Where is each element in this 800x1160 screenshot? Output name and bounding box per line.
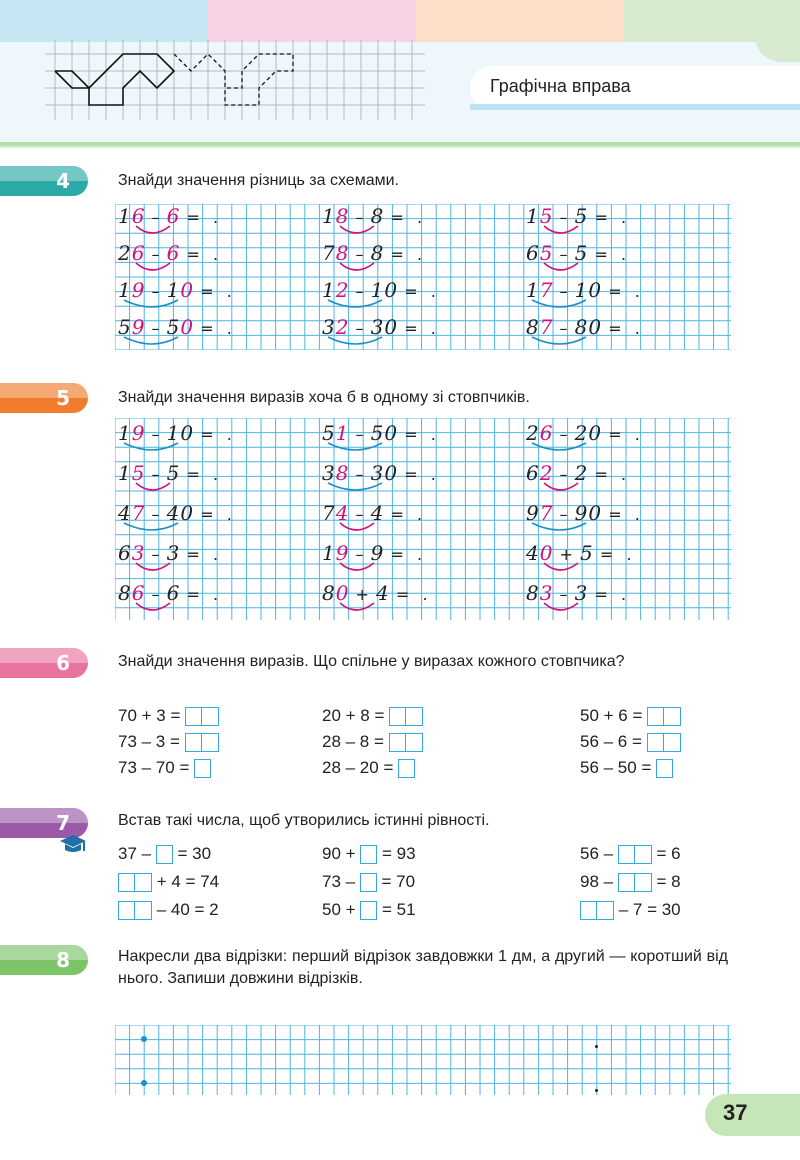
equals-sign: = . xyxy=(194,425,233,444)
tens-digit: 1 xyxy=(526,278,540,302)
task-4-text: Знайди значення різниць за схемами. xyxy=(118,172,399,189)
answer-cell[interactable] xyxy=(580,901,597,920)
equation xyxy=(118,900,219,920)
ones-digit: 5 xyxy=(539,204,554,228)
ones-digit: 5 xyxy=(539,241,554,265)
ones-digit: 8 xyxy=(335,241,350,265)
scheme-arc xyxy=(530,561,620,579)
equals-sign: = . xyxy=(194,505,233,524)
tens-digit: 6 xyxy=(118,541,132,565)
equation-left: 73 – xyxy=(322,872,360,891)
expression xyxy=(118,758,211,778)
answer-cell[interactable] xyxy=(135,873,152,892)
expression xyxy=(118,732,219,752)
equals-sign: = . xyxy=(588,208,628,227)
equals-sign: = . xyxy=(180,245,220,264)
ones-digit: 6 xyxy=(131,204,146,228)
answer-cell[interactable] xyxy=(156,845,173,864)
operator: – xyxy=(349,245,371,264)
scheme-arc xyxy=(122,481,212,499)
second-ones: 4 xyxy=(370,501,385,525)
ones-digit: 2 xyxy=(335,315,350,339)
equation-left: 90 + xyxy=(322,844,361,863)
tens-digit: 4 xyxy=(526,541,540,565)
tens-digit: 4 xyxy=(118,501,132,525)
answer-cell[interactable] xyxy=(618,873,635,892)
second-tens: 4 xyxy=(166,501,181,525)
second-ones: 0 xyxy=(384,461,399,485)
second-ones: 6 xyxy=(166,204,181,228)
equation xyxy=(322,844,416,864)
second-ones: 5 xyxy=(580,541,594,565)
second-ones: 3 xyxy=(574,581,589,605)
operator: – xyxy=(145,465,167,484)
equals-sign: = . xyxy=(180,585,220,604)
scheme-arc xyxy=(326,601,416,619)
graphic-exercise-grid xyxy=(45,40,425,120)
ones-digit: 3 xyxy=(539,581,554,605)
equation-right: + 4 = 74 xyxy=(152,872,220,891)
scheme-arc xyxy=(530,261,620,279)
ones-digit: 9 xyxy=(131,315,146,339)
scheme-arc xyxy=(326,261,416,279)
answer-cell[interactable] xyxy=(635,873,652,892)
answer-cell[interactable] xyxy=(618,845,635,864)
scheme-arc xyxy=(122,224,212,242)
equals-sign: = . xyxy=(384,545,424,564)
operator: – xyxy=(553,282,575,301)
tens-digit: 5 xyxy=(118,315,132,339)
operator: – xyxy=(553,465,575,484)
scheme-arc xyxy=(530,298,620,316)
second-tens: 1 xyxy=(166,278,181,302)
top-strip-3 xyxy=(416,0,624,42)
answer-cell[interactable] xyxy=(647,707,664,726)
ones-digit: 6 xyxy=(131,581,146,605)
scheme-arc xyxy=(122,335,212,353)
second-tens: 9 xyxy=(574,501,589,525)
scheme-arc xyxy=(530,521,620,539)
operator: – xyxy=(349,505,371,524)
operator: – xyxy=(145,505,167,524)
operator: – xyxy=(145,245,167,264)
scheme-arc xyxy=(122,561,212,579)
operator: – xyxy=(553,319,575,338)
tens-digit: 1 xyxy=(526,204,540,228)
equals-sign: = . xyxy=(593,545,633,564)
answer-cell[interactable] xyxy=(360,901,377,920)
equation-right: – 40 = 2 xyxy=(152,900,219,919)
tens-digit: 8 xyxy=(118,581,132,605)
tens-digit: 1 xyxy=(322,541,336,565)
second-tens: 1 xyxy=(370,278,385,302)
equals-sign: = . xyxy=(602,505,641,524)
header-rule-light xyxy=(0,146,800,148)
second-ones: 6 xyxy=(166,241,181,265)
scheme-arc xyxy=(122,261,212,279)
expression-text: 50 + 6 = xyxy=(580,706,648,725)
operator: – xyxy=(553,425,575,444)
tens-digit: 1 xyxy=(118,204,132,228)
equation-right: = 6 xyxy=(651,844,681,863)
answer-cell[interactable] xyxy=(597,901,614,920)
graduation-cap-icon xyxy=(58,832,88,856)
expression xyxy=(322,758,415,778)
equals-sign: = . xyxy=(180,208,220,227)
ones-digit: 8 xyxy=(335,204,350,228)
second-ones: 8 xyxy=(370,241,385,265)
operator: – xyxy=(553,505,575,524)
second-ones: 0 xyxy=(384,278,399,302)
tens-digit: 1 xyxy=(322,278,336,302)
second-tens: 2 xyxy=(574,421,589,445)
answer-cell[interactable] xyxy=(664,733,681,752)
equals-sign: = . xyxy=(398,319,437,338)
answer-cell[interactable] xyxy=(118,901,135,920)
task-8-badge xyxy=(0,945,88,975)
second-ones: 0 xyxy=(384,421,399,445)
answer-cell[interactable] xyxy=(389,733,406,752)
tens-digit: 2 xyxy=(118,241,132,265)
operator: – xyxy=(553,245,575,264)
tens-digit: 3 xyxy=(322,315,336,339)
second-ones: 9 xyxy=(370,541,385,565)
tens-digit: 9 xyxy=(526,501,540,525)
equation-right: = 51 xyxy=(377,900,416,919)
operator: – xyxy=(145,208,167,227)
answer-cell[interactable] xyxy=(185,733,202,752)
equals-sign: = . xyxy=(384,208,424,227)
scheme-arc xyxy=(326,298,416,316)
operator: – xyxy=(145,585,167,604)
header-corner xyxy=(755,0,800,62)
task-6-badge xyxy=(0,648,88,678)
equation-left: 37 – xyxy=(118,844,156,863)
second-ones: 0 xyxy=(588,278,603,302)
scheme-arc xyxy=(326,521,416,539)
answer-cell[interactable] xyxy=(635,845,652,864)
operator: – xyxy=(349,208,371,227)
graphic-pattern-dashed xyxy=(174,54,293,105)
equals-sign: = . xyxy=(180,465,220,484)
task-7-text: Встав такі числа, щоб утворились істинні рівності. xyxy=(118,812,490,829)
equation-left: 56 – xyxy=(580,844,618,863)
task-8-text: Накресли два відрізки: перший відрізок завдовжки 1 дм, а другий — коротший від нього. Запиши довжини відрізків. xyxy=(118,948,728,987)
answer-cell[interactable] xyxy=(194,759,211,778)
operator: – xyxy=(145,545,167,564)
second-ones: 0 xyxy=(180,421,195,445)
tens-digit: 8 xyxy=(322,581,336,605)
equation xyxy=(580,872,681,892)
scheme-arc xyxy=(530,601,620,619)
task-6-text: Знайди значення виразів. Що спільне у виразах кожного стовпчика? xyxy=(118,653,625,670)
equals-sign: = . xyxy=(384,245,424,264)
operator: – xyxy=(145,319,167,338)
second-ones: 0 xyxy=(180,501,195,525)
page-number: 37 xyxy=(723,1100,748,1125)
expression xyxy=(118,706,219,726)
ones-digit: 9 xyxy=(335,541,350,565)
task-5-badge xyxy=(0,383,88,413)
answer-cell[interactable] xyxy=(202,707,219,726)
expression-text: 56 – 6 = xyxy=(580,732,647,751)
ones-digit: 0 xyxy=(539,541,554,565)
expression-text: 20 + 8 = xyxy=(322,706,390,725)
length-dot xyxy=(595,1089,598,1092)
equation xyxy=(580,900,681,920)
equation-right: = 93 xyxy=(377,844,416,863)
equals-sign: = . xyxy=(398,282,437,301)
ones-digit: 7 xyxy=(539,315,554,339)
expression xyxy=(580,706,681,726)
equals-sign: = . xyxy=(602,282,641,301)
second-ones: 0 xyxy=(384,315,399,339)
answer-cell[interactable] xyxy=(406,707,423,726)
ones-digit: 8 xyxy=(335,461,350,485)
operator: – xyxy=(349,545,371,564)
second-tens: 3 xyxy=(370,315,385,339)
answer-cell[interactable] xyxy=(398,759,415,778)
expression-text: 73 – 3 = xyxy=(118,732,185,751)
answer-cell[interactable] xyxy=(389,707,406,726)
ones-digit: 1 xyxy=(335,421,350,445)
length-dot xyxy=(595,1045,598,1048)
task-4-badge xyxy=(0,166,88,196)
scheme-arc xyxy=(326,441,416,459)
equals-sign: = . xyxy=(588,585,628,604)
second-ones: 8 xyxy=(370,204,385,228)
top-strip-2 xyxy=(208,0,416,42)
tens-digit: 1 xyxy=(118,461,132,485)
answer-cell[interactable] xyxy=(664,707,681,726)
second-ones: 4 xyxy=(376,581,390,605)
page-number-badge xyxy=(705,1094,800,1136)
equals-sign: = . xyxy=(194,319,233,338)
scheme-arc xyxy=(326,335,416,353)
ones-digit: 2 xyxy=(335,278,350,302)
section-title-underline xyxy=(470,104,800,110)
operator: – xyxy=(145,282,167,301)
equation xyxy=(118,872,219,892)
second-ones: 5 xyxy=(574,204,589,228)
task-5-number: 5 xyxy=(56,386,70,410)
second-ones: 0 xyxy=(180,315,195,339)
ones-digit: 6 xyxy=(539,421,554,445)
equals-sign: = . xyxy=(602,319,641,338)
second-tens: 8 xyxy=(574,315,589,339)
operator: – xyxy=(553,208,575,227)
scheme-arc xyxy=(122,441,212,459)
tens-digit: 1 xyxy=(322,204,336,228)
segment-start-dot xyxy=(141,1080,147,1086)
second-ones: 6 xyxy=(166,581,181,605)
second-tens: 5 xyxy=(166,315,181,339)
answer-cell[interactable] xyxy=(202,733,219,752)
equals-sign: = . xyxy=(588,245,628,264)
scheme-arc xyxy=(530,335,620,353)
second-tens: 3 xyxy=(370,461,385,485)
equation xyxy=(322,872,415,892)
answer-cell[interactable] xyxy=(135,901,152,920)
second-ones: 2 xyxy=(574,461,589,485)
tens-digit: 7 xyxy=(322,501,336,525)
operator: + xyxy=(349,585,377,604)
second-ones: 0 xyxy=(180,278,195,302)
second-ones: 5 xyxy=(574,241,589,265)
segment-start-dot xyxy=(141,1036,147,1042)
tens-digit: 6 xyxy=(526,461,540,485)
operator: + xyxy=(553,545,581,564)
scheme-arc xyxy=(530,224,620,242)
ones-digit: 0 xyxy=(335,581,350,605)
ones-digit: 2 xyxy=(539,461,554,485)
equals-sign: = . xyxy=(588,465,628,484)
ones-digit: 7 xyxy=(539,501,554,525)
ones-digit: 4 xyxy=(335,501,350,525)
top-strip-1 xyxy=(0,0,208,42)
task-4-number: 4 xyxy=(56,169,70,193)
answer-cell[interactable] xyxy=(360,873,377,892)
ones-digit: 5 xyxy=(131,461,146,485)
second-tens: 1 xyxy=(166,421,181,445)
expression xyxy=(580,732,681,752)
equals-sign: = . xyxy=(398,425,437,444)
ones-digit: 9 xyxy=(131,278,146,302)
expression-text: 28 – 8 = xyxy=(322,732,389,751)
scheme-arc xyxy=(122,601,212,619)
scheme-arc xyxy=(326,481,416,499)
second-ones: 3 xyxy=(166,541,181,565)
equation-right: = 8 xyxy=(651,872,681,891)
equals-sign: = . xyxy=(602,425,641,444)
equation-left: 98 – xyxy=(580,872,618,891)
operator: – xyxy=(349,465,371,484)
equation-right: = 70 xyxy=(376,872,416,891)
operator: – xyxy=(349,282,371,301)
equals-sign: = . xyxy=(384,505,424,524)
operator: – xyxy=(553,585,575,604)
graphic-pattern xyxy=(55,54,174,105)
ones-digit: 7 xyxy=(539,278,554,302)
answer-cell[interactable] xyxy=(406,733,423,752)
task-8-number: 8 xyxy=(56,948,70,972)
expression xyxy=(322,732,423,752)
equation xyxy=(322,900,416,920)
expression xyxy=(580,758,673,778)
tens-digit: 5 xyxy=(322,421,336,445)
task-5-text: Знайди значення виразів хоча б в одному зі стовпчиків. xyxy=(118,389,530,406)
equals-sign: = . xyxy=(180,545,220,564)
scheme-arc xyxy=(530,441,620,459)
equation-left: 50 + xyxy=(322,900,361,919)
section-title: Графічна вправа xyxy=(490,76,631,96)
task-8-grid xyxy=(115,1025,731,1100)
ones-digit: 6 xyxy=(131,241,146,265)
task-6-number: 6 xyxy=(56,651,70,675)
tens-digit: 2 xyxy=(526,421,540,445)
answer-cell[interactable] xyxy=(647,733,664,752)
equation xyxy=(118,844,211,864)
answer-cell[interactable] xyxy=(656,759,673,778)
tens-digit: 6 xyxy=(526,241,540,265)
operator: – xyxy=(349,319,371,338)
answer-cell[interactable] xyxy=(360,845,377,864)
equation-right: = 30 xyxy=(172,844,212,863)
equation-right: – 7 = 30 xyxy=(614,900,681,919)
equals-sign: = . xyxy=(194,282,233,301)
scheme-arc xyxy=(530,481,620,499)
operator: – xyxy=(145,425,167,444)
answer-cell[interactable] xyxy=(185,707,202,726)
expression-text: 70 + 3 = xyxy=(118,706,186,725)
tens-digit: 8 xyxy=(526,315,540,339)
ones-digit: 3 xyxy=(131,541,146,565)
second-ones: 0 xyxy=(588,501,603,525)
second-tens: 5 xyxy=(370,421,385,445)
ones-digit: 7 xyxy=(131,501,146,525)
second-ones: 0 xyxy=(588,315,603,339)
task-7-number: 7 xyxy=(56,811,70,835)
scheme-arc xyxy=(122,298,212,316)
second-ones: 0 xyxy=(588,421,603,445)
answer-cell[interactable] xyxy=(118,873,135,892)
expression xyxy=(322,706,423,726)
scheme-arc xyxy=(326,561,416,579)
tens-digit: 8 xyxy=(526,581,540,605)
operator: – xyxy=(349,425,371,444)
tens-digit: 7 xyxy=(322,241,336,265)
equals-sign: = . xyxy=(398,465,437,484)
ones-digit: 9 xyxy=(131,421,146,445)
scheme-arc xyxy=(326,224,416,242)
tens-digit: 3 xyxy=(322,461,336,485)
second-tens: 1 xyxy=(574,278,589,302)
expression-text: 56 – 50 = xyxy=(580,758,657,777)
tens-digit: 1 xyxy=(118,278,132,302)
second-ones: 5 xyxy=(166,461,181,485)
expression-text: 73 – 70 = xyxy=(118,758,195,777)
tens-digit: 1 xyxy=(118,421,132,445)
expression-text: 28 – 20 = xyxy=(322,758,399,777)
scheme-arc xyxy=(122,521,212,539)
equation xyxy=(580,844,681,864)
equals-sign: = . xyxy=(389,585,429,604)
